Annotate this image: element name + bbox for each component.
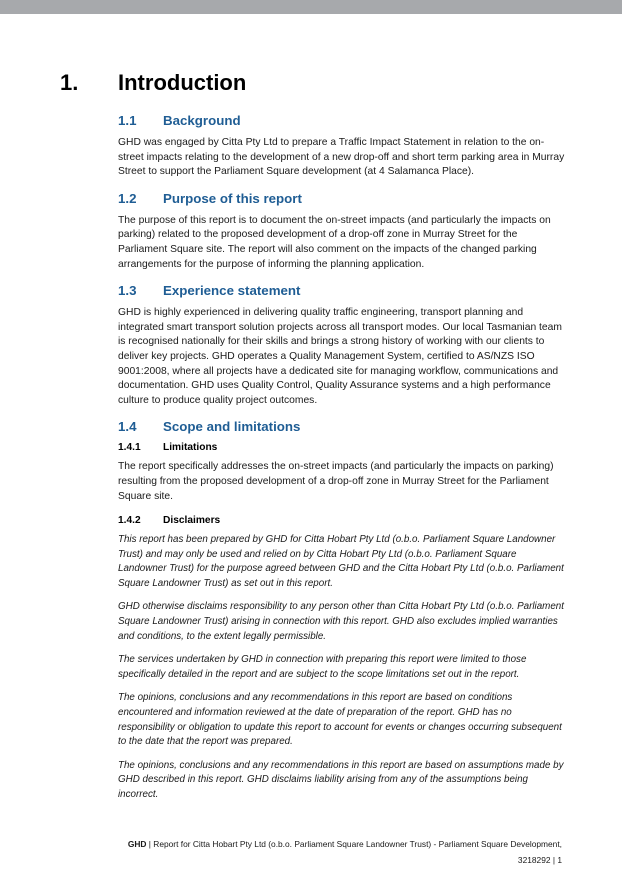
section-heading-purpose (118, 191, 566, 206)
section-number: 1.4 (118, 419, 137, 435)
disclaimer-paragraph-3: The services undertaken by GHD in connection with preparing this report were limited to those specifically detailed in the report and are subject to the scope limitations set out in the report. (118, 654, 527, 680)
section-title: Purpose of this report (163, 190, 302, 206)
footer-report-title: | Report for Citta Hobart Pty Ltd (o.b.o. Parliament Square Landowner Trust) - Parliament Square Development, (146, 839, 562, 849)
purpose-paragraph: The purpose of this report is to document the on-street impacts (and particularly the impacts on parking) related to the proposed development of a drop-off zone in Murray Street for the Parliament Square site. The report will also comment on the impacts of the changed parking arrangements for the purpose of informing the planning application. (118, 214, 551, 270)
disclaimer-paragraph-5: The opinions, conclusions and any recommendations in this report are based on assumptions made by GHD described in this report. GHD disclaims liability arising from any of the assumptions being incorrect. (118, 759, 564, 800)
disclaimer-paragraph-2: GHD otherwise disclaims responsibility to any person other than Citta Hobart Pty Ltd (o.b.o. Parliament Square Landowner Trust) arising in connection with this report. GHD also excludes implied warranties and conditions, to the extent legally permissible. (118, 601, 564, 642)
top-bar (0, 0, 622, 14)
footer-line-2: 3218292 | 1 (517, 855, 562, 865)
section-heading-background (118, 113, 566, 128)
subsection-title: Disclaimers (163, 515, 221, 527)
chapter-title: Introduction (118, 70, 247, 95)
subsection-title: Limitations (163, 442, 218, 454)
section-title: Background (163, 113, 241, 128)
chapter-number: 1. (60, 70, 79, 95)
page-footer (92, 836, 562, 868)
subsection-heading-limitations (118, 442, 566, 453)
section-number: 1.3 (118, 283, 137, 299)
subsection-number: 1.4.2 (118, 515, 141, 527)
section-title: Scope and limitations (163, 419, 301, 435)
section-heading-scope (118, 419, 566, 434)
section-heading-experience (118, 283, 566, 298)
section-title: Experience statement (163, 283, 301, 299)
background-paragraph: GHD was engaged by Citta Pty Ltd to prepare a Traffic Impact Statement in relation to the on-street impacts relating to the development of a new drop-off and short term parking area in Murray Street to support the Parliament Square development (at 4 Salamanca Place). (118, 137, 565, 178)
experience-paragraph: GHD is highly experienced in delivering quality traffic engineering, transport planning and integrated smart transport solution projects across all transport modes. Our local Tasmanian team is recognised nationally for their skills and brings a strong history of working with our clients to deliver key projects. GHD operates a Quality Management System, certified to AS/NZS ISO 9001:2008, where all projects have a dedicated site for managing workflow, communications and documentation. GHD uses Quality Control, Quality Assurance systems and a high performance culture to produce quality project outcomes. (118, 307, 562, 406)
section-number: 1.2 (118, 190, 137, 206)
disclaimer-paragraph-1: This report has been prepared by GHD for Citta Hobart Pty Ltd (o.b.o. Parliament Square Landowner Trust) and may only be used and relied on by Citta Hobart Pty Ltd (o.b.o. Parliament Square Landowner Trust) for the purpose agreed between GHD and the Citta Hobart Pty Ltd (o.b.o. Parliament Square Landowner Trust) as set out in this report. (118, 534, 564, 589)
subsection-number: 1.4.1 (118, 442, 141, 454)
subsection-heading-disclaimers (118, 515, 566, 526)
footer-brand: GHD (127, 839, 147, 849)
footer-line-1 (92, 836, 562, 852)
page-content (118, 110, 566, 812)
limitations-paragraph: The report specifically addresses the on-street impacts (and particularly the impacts on parking) resulting from the proposed development of a drop-off zone in Murray Street for the Parliament Square site. (118, 461, 554, 502)
chapter-heading (60, 70, 246, 96)
disclaimer-paragraph-4: The opinions, conclusions and any recommendations in this report are based on conditions encountered and information reviewed at the date of preparation of the report. GHD has no responsibility or obligation to update this report to account for events or changes occurring subsequent to the date that the report was prepared. (118, 692, 562, 748)
section-number: 1.1 (118, 113, 137, 128)
